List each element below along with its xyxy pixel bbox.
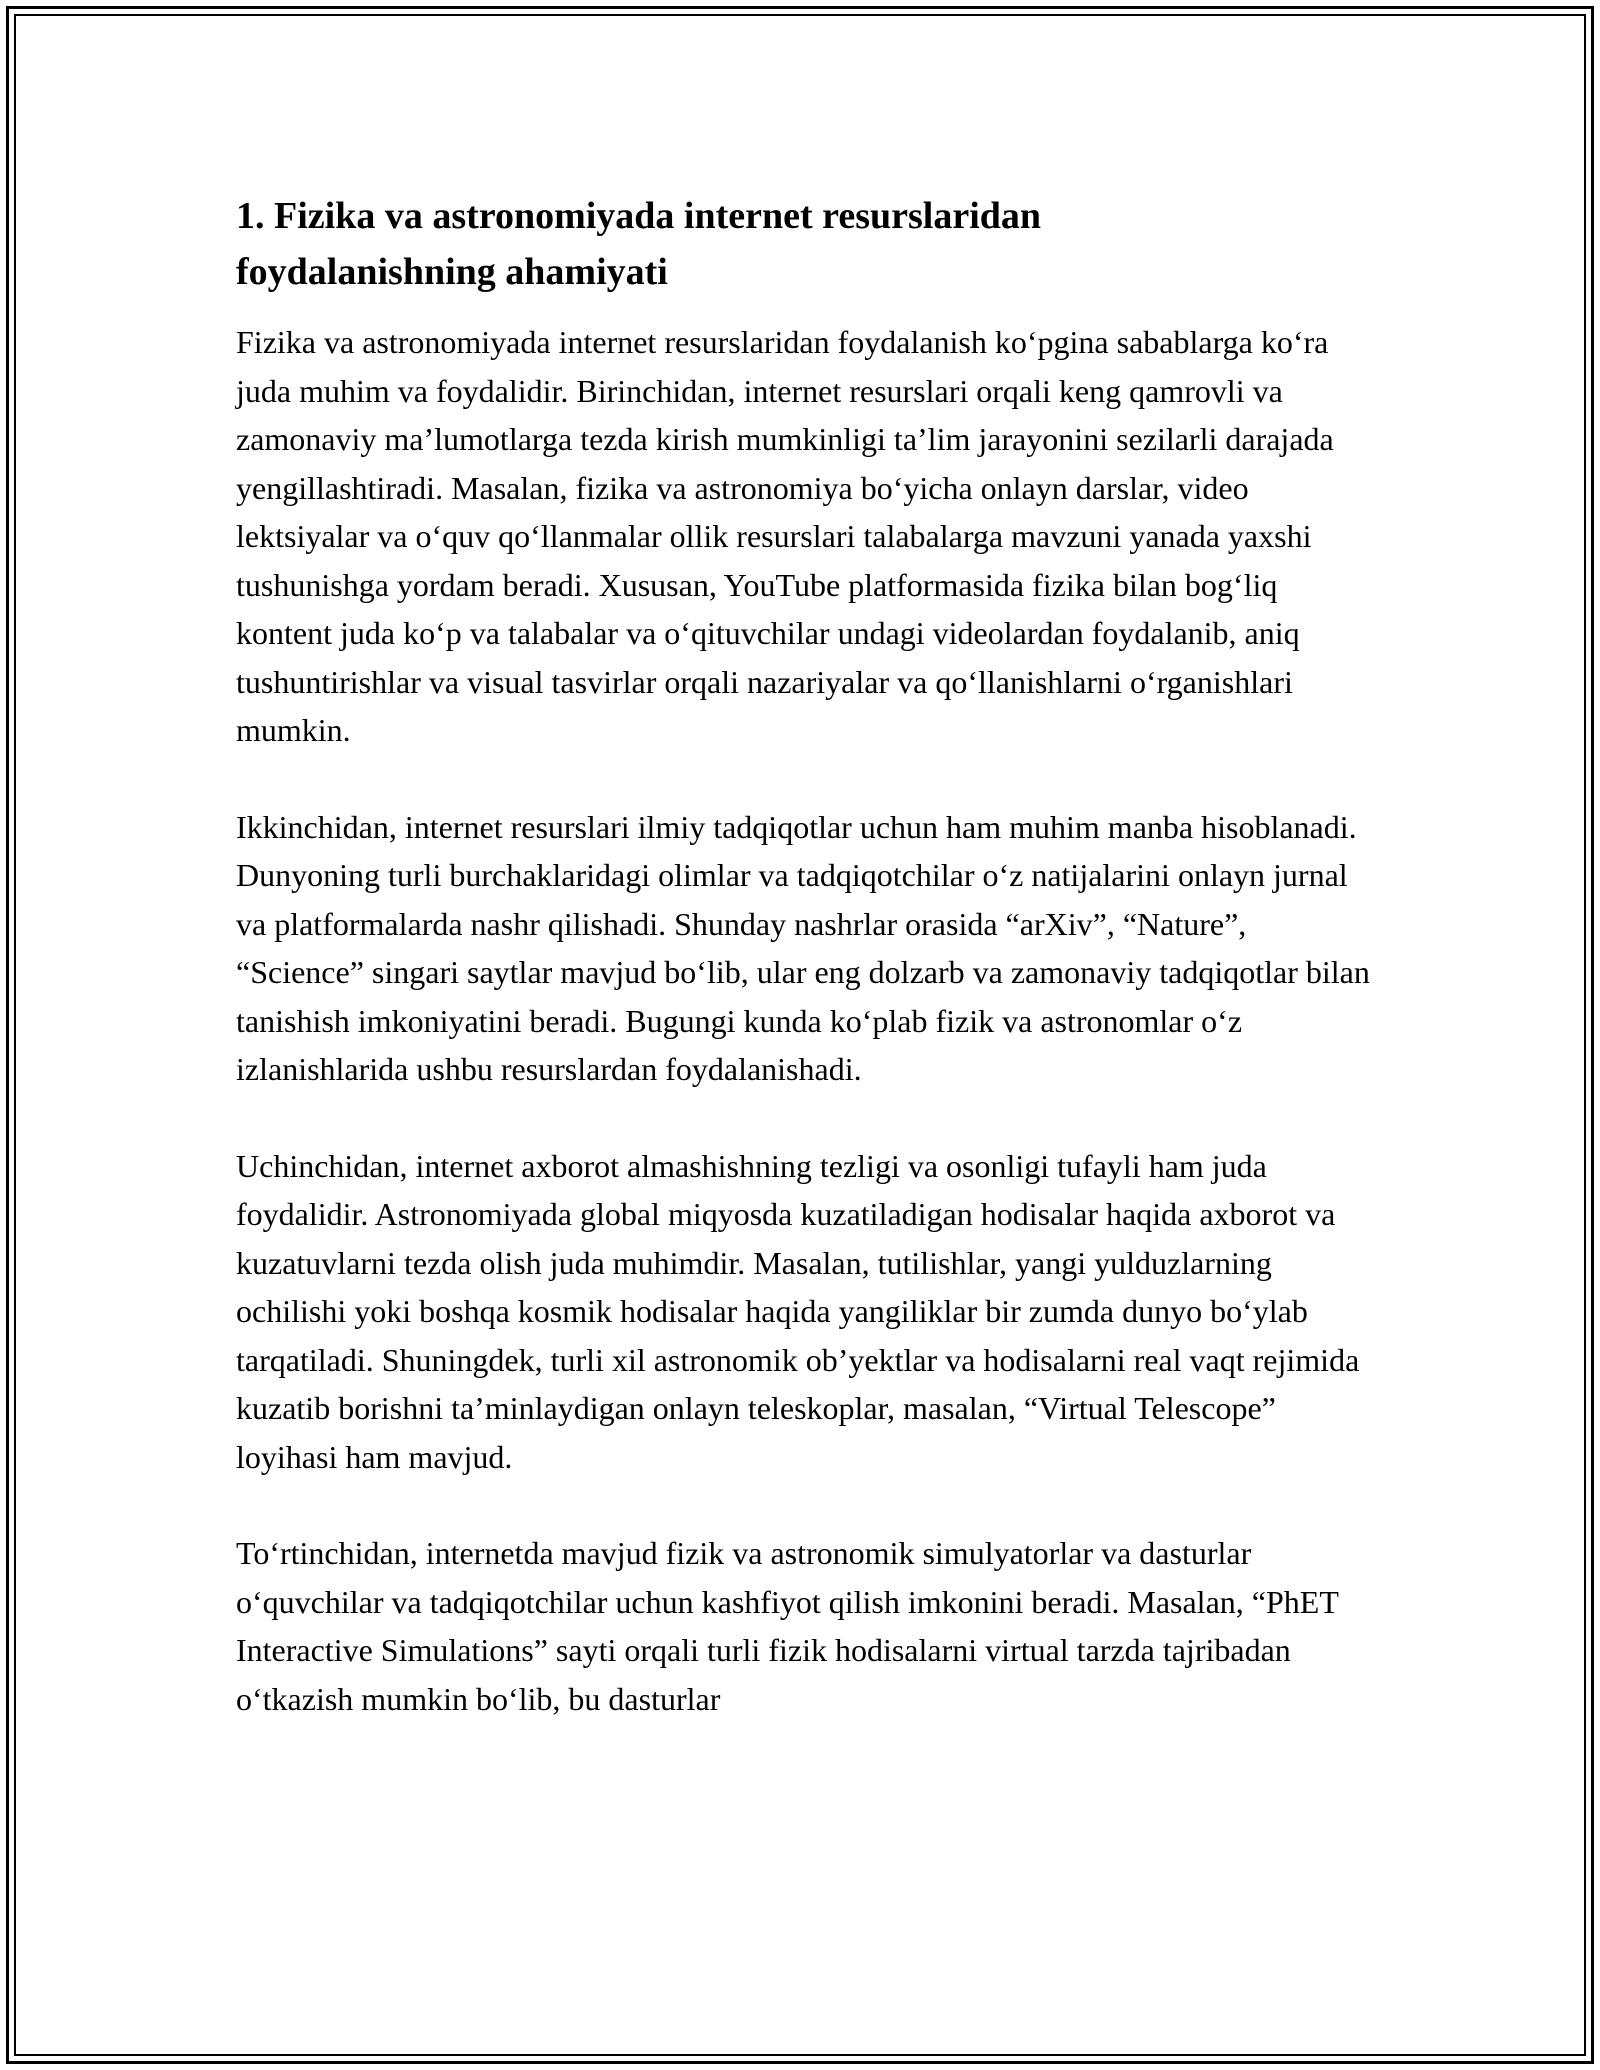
paragraph-2: Ikkinchidan, internet resurslari ilmiy tadqiqotlar uchun ham muhim manba hisoblanadi. Dunyoning turli burchaklaridagi olimlar va tadqiqotchilar oʻz natijalarini onlayn jurnal va platformalarda nashr qilishadi. Shunday nashrlar orasida “arXiv”, “Nature”, “Science” singari saytlar mavjud boʻlib, ular eng dolzarb va zamonaviy tadqiqotlar bilan tanishish imkoniyatini beradi. Bugungi kunda koʻplab fizik va astronomlar oʻz izlanishlarida ushbu resurslardan foydalanishadi. — [236, 808, 1370, 1087]
section-heading: 1. Fizika va astronomiyada internet resurslaridan foydalanishning ahamiyati — [236, 195, 1042, 293]
paragraph-1: Fizika va astronomiyada internet resurslaridan foydalanish koʻpgina sabablarga koʻra juda muhim va foydalidir. Birinchidan, internet resurslari orqali keng qamrovli va zamonaviy maʼlumotlarga tezda kirish mumkinligi taʼlim jarayonini sezilarli darajada yengillashtiradi. Masalan, fizika va astronomiya boʻyicha onlayn darslar, video lektsiyalar va oʻquv qoʻllanmalar ollik resurslari talabalarga mavzuni yanada yaxshi tushunishga yordam beradi. Xususan, YouTube platformasida fizika bilan bogʻliq kontent juda koʻp va talabalar va oʻqituvchilar undagi videolardan foydalanib, aniq tushuntirishlar va visual tasvirlar orqali nazariyalar va qoʻllanishlarni oʻrganishlari mumkin. — [236, 324, 1334, 748]
paragraph-4: Toʻrtinchidan, internetda mavjud fizik va astronomik simulyatorlar va dasturlar oʻquvchilar va tadqiqotchilar uchun kashfiyot qilish imkonini beradi. Masalan, “PhET Interactive Simulations” sayti orqali turli fizik hodisalarni virtual tarzda tajribadan oʻtkazish mumkin boʻlib, bu dasturlar — [236, 1535, 1339, 1717]
paragraph-3: Uchinchidan, internet axborot almashishning tezligi va osonligi tufayli ham juda foydalidir. Astronomiyada global miqyosda kuzatiladigan hodisalar haqida axborot va kuzatuvlarni tezda olish juda muhimdir. Masalan, tutilishlar, yangi yulduzlarning ochilishi yoki boshqa kosmik hodisalar haqida yangiliklar bir zumda dunyo boʻylab tarqatiladi. Shuningdek, turli xil astronomik obʼyektlar va hodisalarni real vaqt rejimida kuzatib borishni taʼminlaydigan onlayn teleskoplar, masalan, “Virtual Telescope” loyihasi ham mavjud. — [236, 1147, 1360, 1475]
document-body — [236, 188, 1376, 1723]
